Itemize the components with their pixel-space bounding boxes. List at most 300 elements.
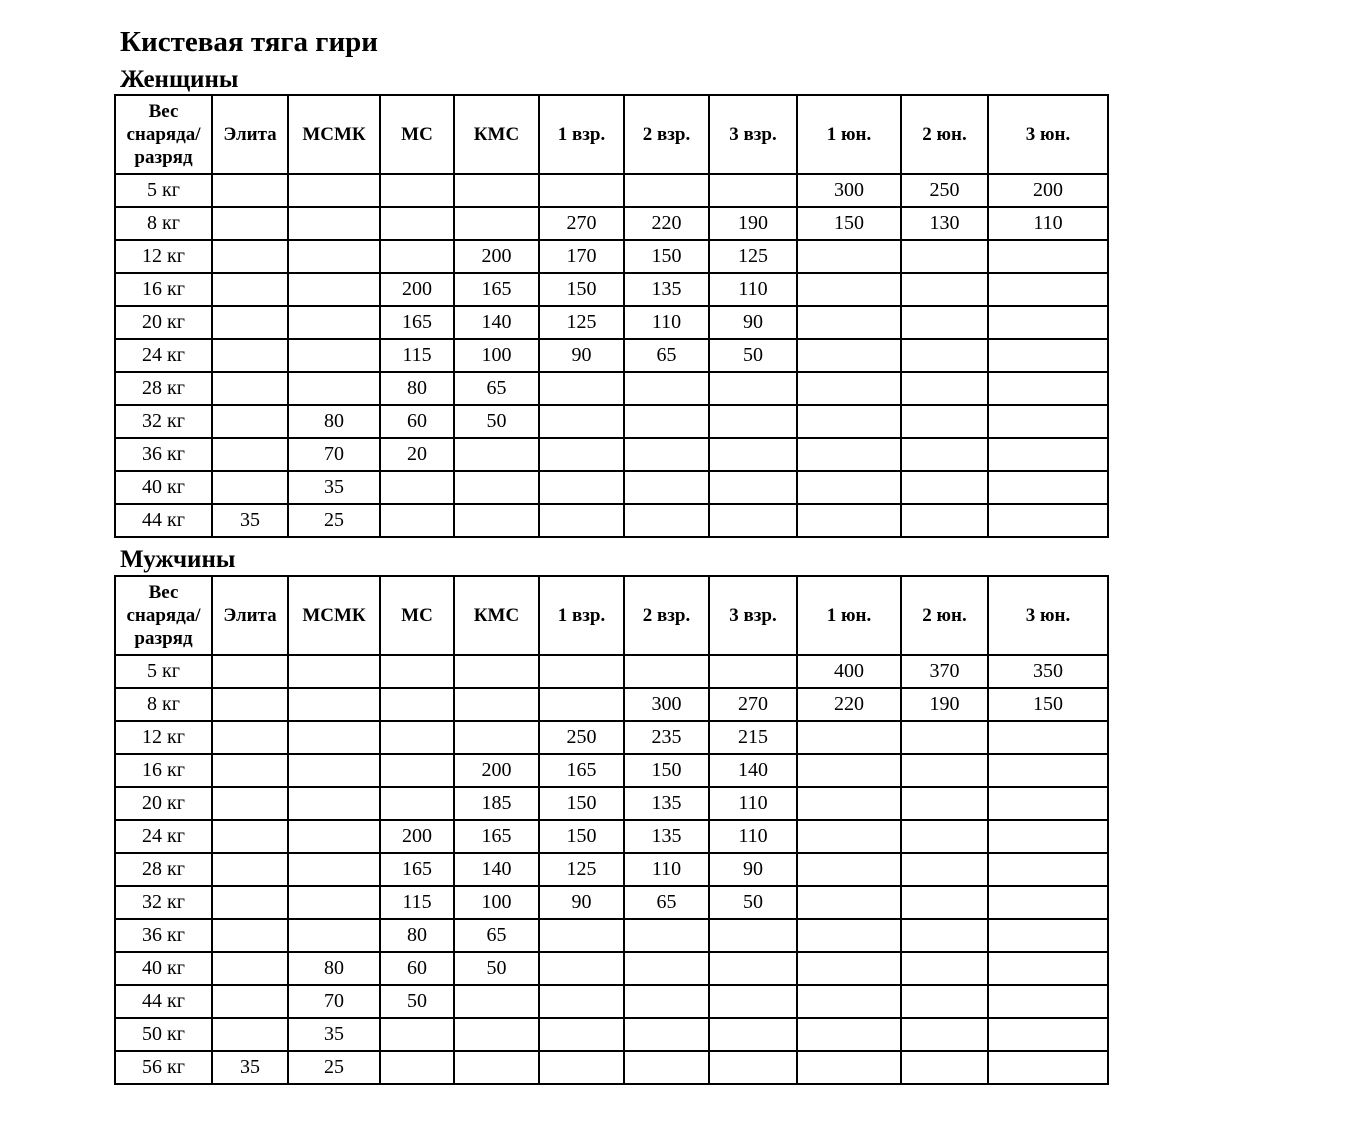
norm-cell — [988, 471, 1108, 504]
norm-cell — [797, 985, 901, 1018]
norm-cell: 90 — [709, 853, 797, 886]
column-header: 1 взр. — [539, 95, 624, 174]
norm-cell — [454, 985, 539, 1018]
table-row — [115, 985, 1108, 1018]
norm-cell — [380, 207, 454, 240]
norm-cell — [901, 438, 988, 471]
norm-cell: 65 — [624, 339, 709, 372]
table-row — [115, 240, 1108, 273]
norm-cell — [797, 405, 901, 438]
norm-cell: 150 — [539, 820, 624, 853]
table-row — [115, 471, 1108, 504]
norm-cell: 65 — [454, 372, 539, 405]
norm-cell: 150 — [539, 787, 624, 820]
table-row — [115, 372, 1108, 405]
norm-cell: 80 — [288, 405, 380, 438]
norm-cell — [988, 985, 1108, 1018]
norm-cell — [901, 240, 988, 273]
norm-cell: 150 — [539, 273, 624, 306]
norm-cell — [901, 721, 988, 754]
norm-cell — [797, 504, 901, 537]
table-row — [115, 438, 1108, 471]
norm-cell — [212, 985, 288, 1018]
norm-cell — [988, 721, 1108, 754]
norm-cell: 35 — [288, 471, 380, 504]
norm-cell: 250 — [539, 721, 624, 754]
norm-cell — [212, 438, 288, 471]
table-header — [115, 576, 1108, 655]
norm-cell: 80 — [380, 372, 454, 405]
norm-cell — [454, 1051, 539, 1084]
norm-cell — [539, 438, 624, 471]
norm-cell: 220 — [797, 688, 901, 721]
norm-cell — [454, 655, 539, 688]
norm-cell — [797, 372, 901, 405]
norm-cell: 60 — [380, 952, 454, 985]
norm-cell: 300 — [624, 688, 709, 721]
norm-cell — [901, 471, 988, 504]
norm-cell — [797, 339, 901, 372]
norm-cell — [797, 820, 901, 853]
norm-cell — [709, 952, 797, 985]
norm-cell — [212, 820, 288, 853]
norm-cell: 250 — [901, 174, 988, 207]
column-header-weight-rank: Вес снаряда/ разряд — [115, 95, 212, 174]
norm-cell — [709, 504, 797, 537]
norm-cell — [380, 504, 454, 537]
norm-cell — [212, 886, 288, 919]
norm-cell — [901, 853, 988, 886]
norm-cell — [709, 985, 797, 1018]
norm-cell — [380, 174, 454, 207]
norm-cell — [797, 952, 901, 985]
table-row — [115, 174, 1108, 207]
norm-cell: 235 — [624, 721, 709, 754]
norm-cell: 50 — [454, 405, 539, 438]
norm-cell — [797, 754, 901, 787]
norm-cell — [288, 820, 380, 853]
table-row — [115, 787, 1108, 820]
weight-cell: 40 кг — [115, 471, 212, 504]
norm-cell — [901, 273, 988, 306]
norm-cell — [709, 174, 797, 207]
norm-cell — [797, 471, 901, 504]
norm-cell — [288, 688, 380, 721]
norm-cell — [988, 853, 1108, 886]
norm-cell: 50 — [709, 886, 797, 919]
norm-cell: 135 — [624, 273, 709, 306]
norm-cell — [380, 754, 454, 787]
norm-cell: 140 — [709, 754, 797, 787]
norm-cell — [288, 207, 380, 240]
weight-cell: 20 кг — [115, 306, 212, 339]
norm-cell — [380, 471, 454, 504]
norm-cell: 150 — [624, 754, 709, 787]
norm-cell — [709, 919, 797, 952]
norm-cell: 60 — [380, 405, 454, 438]
norm-cell — [212, 372, 288, 405]
table-row — [115, 721, 1108, 754]
norm-cell — [624, 504, 709, 537]
norm-cell — [212, 405, 288, 438]
norm-cell: 370 — [901, 655, 988, 688]
norm-cell: 400 — [797, 655, 901, 688]
norm-cell — [988, 240, 1108, 273]
norm-cell — [288, 655, 380, 688]
norm-cell: 300 — [797, 174, 901, 207]
norm-cell: 110 — [709, 820, 797, 853]
norm-cell: 130 — [901, 207, 988, 240]
column-header: 2 взр. — [624, 576, 709, 655]
column-header: 1 юн. — [797, 576, 901, 655]
norm-cell — [212, 240, 288, 273]
column-header: МС — [380, 95, 454, 174]
weight-cell: 50 кг — [115, 1018, 212, 1051]
norm-cell: 150 — [624, 240, 709, 273]
norm-cell: 65 — [624, 886, 709, 919]
norm-cell — [539, 952, 624, 985]
table-row — [115, 1018, 1108, 1051]
norm-cell: 110 — [624, 853, 709, 886]
table-row — [115, 1051, 1108, 1084]
column-header-weight-rank: Вес снаряда/ разряд — [115, 576, 212, 655]
table-row — [115, 306, 1108, 339]
norm-cell — [539, 372, 624, 405]
norm-cell — [988, 886, 1108, 919]
norm-cell: 200 — [454, 240, 539, 273]
norm-cell — [288, 853, 380, 886]
norm-cell — [212, 174, 288, 207]
weight-cell: 28 кг — [115, 372, 212, 405]
weight-cell: 12 кг — [115, 721, 212, 754]
norm-cell — [988, 754, 1108, 787]
document-title: Кистевая тяга гири — [120, 26, 379, 58]
table-row — [115, 655, 1108, 688]
norm-cell: 140 — [454, 306, 539, 339]
norm-cell: 140 — [454, 853, 539, 886]
norm-cell — [539, 688, 624, 721]
table-row — [115, 754, 1108, 787]
norm-cell — [709, 372, 797, 405]
norm-cell: 110 — [988, 207, 1108, 240]
norm-cell: 135 — [624, 820, 709, 853]
column-header: Элита — [212, 576, 288, 655]
norm-cell — [988, 438, 1108, 471]
norm-cell — [797, 787, 901, 820]
norm-cell — [988, 820, 1108, 853]
norm-cell: 35 — [288, 1018, 380, 1051]
norm-cell — [709, 655, 797, 688]
norm-cell: 200 — [988, 174, 1108, 207]
norm-cell: 270 — [709, 688, 797, 721]
norm-cell: 200 — [454, 754, 539, 787]
weight-cell: 5 кг — [115, 174, 212, 207]
column-header: 2 юн. — [901, 95, 988, 174]
norm-cell — [539, 1018, 624, 1051]
norm-cell — [212, 688, 288, 721]
norm-cell — [212, 787, 288, 820]
norm-cell — [709, 1051, 797, 1084]
norm-cell: 190 — [901, 688, 988, 721]
norm-cell — [901, 372, 988, 405]
norm-cell — [454, 438, 539, 471]
norm-cell — [797, 721, 901, 754]
norm-cell: 65 — [454, 919, 539, 952]
norm-cell: 90 — [539, 339, 624, 372]
norm-cell — [288, 886, 380, 919]
norm-cell — [288, 306, 380, 339]
norm-cell: 80 — [288, 952, 380, 985]
norm-cell — [988, 1018, 1108, 1051]
norm-cell: 35 — [212, 504, 288, 537]
column-header: 2 юн. — [901, 576, 988, 655]
weight-cell: 20 кг — [115, 787, 212, 820]
norm-cell — [212, 655, 288, 688]
norm-cell — [380, 1051, 454, 1084]
norm-cell — [212, 273, 288, 306]
norm-cell — [624, 655, 709, 688]
norm-cell: 220 — [624, 207, 709, 240]
men-section-title: Мужчины — [120, 546, 236, 573]
norm-cell — [901, 754, 988, 787]
norm-cell: 350 — [988, 655, 1108, 688]
norm-cell — [988, 1051, 1108, 1084]
weight-cell: 36 кг — [115, 919, 212, 952]
norm-cell — [454, 174, 539, 207]
norm-cell — [988, 273, 1108, 306]
norm-cell — [380, 1018, 454, 1051]
norm-cell — [539, 405, 624, 438]
weight-cell: 8 кг — [115, 688, 212, 721]
norm-cell — [212, 919, 288, 952]
norm-cell: 90 — [539, 886, 624, 919]
norm-cell — [212, 306, 288, 339]
norm-cell — [539, 1051, 624, 1084]
column-header: 3 взр. — [709, 576, 797, 655]
norm-cell — [380, 655, 454, 688]
table-row — [115, 339, 1108, 372]
norm-cell: 125 — [539, 306, 624, 339]
norm-cell — [797, 919, 901, 952]
norm-cell — [988, 952, 1108, 985]
men-norms-table — [114, 575, 1109, 1085]
norm-cell: 150 — [988, 688, 1108, 721]
norm-cell: 25 — [288, 504, 380, 537]
norm-cell — [901, 820, 988, 853]
norm-cell: 165 — [539, 754, 624, 787]
table-row — [115, 273, 1108, 306]
norm-cell: 125 — [709, 240, 797, 273]
norm-cell: 115 — [380, 886, 454, 919]
table-row — [115, 952, 1108, 985]
norm-cell — [454, 504, 539, 537]
norm-cell: 215 — [709, 721, 797, 754]
table-header — [115, 95, 1108, 174]
table-row — [115, 853, 1108, 886]
norm-cell — [288, 240, 380, 273]
norm-cell: 110 — [709, 787, 797, 820]
weight-cell: 32 кг — [115, 886, 212, 919]
norm-cell — [709, 405, 797, 438]
column-header: 3 взр. — [709, 95, 797, 174]
norm-cell: 100 — [454, 886, 539, 919]
norm-cell — [988, 306, 1108, 339]
weight-cell: 16 кг — [115, 754, 212, 787]
norm-cell — [901, 886, 988, 919]
norm-cell — [797, 853, 901, 886]
column-header: МСМК — [288, 95, 380, 174]
norm-cell — [901, 504, 988, 537]
norm-cell: 50 — [454, 952, 539, 985]
weight-cell: 28 кг — [115, 853, 212, 886]
norm-cell — [901, 787, 988, 820]
norm-cell — [624, 1051, 709, 1084]
norm-cell: 165 — [454, 273, 539, 306]
norm-cell — [624, 919, 709, 952]
norm-cell — [988, 372, 1108, 405]
norm-cell — [624, 952, 709, 985]
norm-cell — [624, 985, 709, 1018]
norm-cell: 80 — [380, 919, 454, 952]
norm-cell: 185 — [454, 787, 539, 820]
norm-cell: 200 — [380, 273, 454, 306]
column-header: МСМК — [288, 576, 380, 655]
column-header: 1 юн. — [797, 95, 901, 174]
norm-cell — [624, 471, 709, 504]
norm-cell — [288, 372, 380, 405]
norm-cell — [539, 655, 624, 688]
weight-cell: 44 кг — [115, 504, 212, 537]
norm-cell: 115 — [380, 339, 454, 372]
norm-cell — [988, 405, 1108, 438]
norm-cell — [212, 721, 288, 754]
norm-cell: 270 — [539, 207, 624, 240]
norm-cell — [624, 372, 709, 405]
table-body — [115, 174, 1108, 537]
norm-cell: 135 — [624, 787, 709, 820]
norm-cell — [380, 787, 454, 820]
table-row — [115, 405, 1108, 438]
norm-cell — [901, 339, 988, 372]
norm-cell — [539, 985, 624, 1018]
table-row — [115, 886, 1108, 919]
norm-cell — [797, 1018, 901, 1051]
norm-cell — [901, 405, 988, 438]
table-row — [115, 820, 1108, 853]
norm-cell — [988, 787, 1108, 820]
norm-cell — [624, 174, 709, 207]
norm-cell — [212, 952, 288, 985]
norm-cell — [380, 240, 454, 273]
norm-cell — [624, 438, 709, 471]
norm-cell: 50 — [709, 339, 797, 372]
norm-cell: 90 — [709, 306, 797, 339]
norm-cell — [454, 207, 539, 240]
women-norms-table — [114, 94, 1109, 538]
norm-cell — [212, 754, 288, 787]
norm-cell: 125 — [539, 853, 624, 886]
norm-cell — [624, 1018, 709, 1051]
norm-cell — [380, 688, 454, 721]
table-row — [115, 504, 1108, 537]
norm-cell: 100 — [454, 339, 539, 372]
norm-cell — [539, 504, 624, 537]
table-row — [115, 919, 1108, 952]
norm-cell — [454, 688, 539, 721]
norm-cell: 70 — [288, 985, 380, 1018]
norm-cell — [797, 240, 901, 273]
column-header: МС — [380, 576, 454, 655]
weight-cell: 44 кг — [115, 985, 212, 1018]
women-section-title: Женщины — [120, 66, 239, 93]
column-header: КМС — [454, 576, 539, 655]
norm-cell — [288, 919, 380, 952]
norm-cell: 35 — [212, 1051, 288, 1084]
table-body — [115, 655, 1108, 1084]
norm-cell — [797, 886, 901, 919]
norm-cell — [539, 919, 624, 952]
norm-cell — [709, 438, 797, 471]
norm-cell — [288, 787, 380, 820]
norm-cell — [709, 1018, 797, 1051]
norm-cell — [988, 504, 1108, 537]
norm-cell — [901, 985, 988, 1018]
table-row — [115, 688, 1108, 721]
weight-cell: 24 кг — [115, 339, 212, 372]
weight-cell: 24 кг — [115, 820, 212, 853]
column-header: 3 юн. — [988, 95, 1108, 174]
norm-cell: 200 — [380, 820, 454, 853]
norm-cell: 70 — [288, 438, 380, 471]
weight-cell: 56 кг — [115, 1051, 212, 1084]
weight-cell: 40 кг — [115, 952, 212, 985]
norm-cell: 165 — [380, 306, 454, 339]
norm-cell: 150 — [797, 207, 901, 240]
norm-cell — [797, 273, 901, 306]
norm-cell: 165 — [380, 853, 454, 886]
norm-cell — [288, 754, 380, 787]
norm-cell: 165 — [454, 820, 539, 853]
norm-cell — [212, 207, 288, 240]
norm-cell — [797, 1051, 901, 1084]
norm-cell — [988, 919, 1108, 952]
norm-cell — [454, 471, 539, 504]
norm-cell: 110 — [709, 273, 797, 306]
column-header: Элита — [212, 95, 288, 174]
weight-cell: 5 кг — [115, 655, 212, 688]
norm-cell: 25 — [288, 1051, 380, 1084]
weight-cell: 16 кг — [115, 273, 212, 306]
weight-cell: 12 кг — [115, 240, 212, 273]
norm-cell — [288, 174, 380, 207]
norm-cell — [539, 471, 624, 504]
column-header: 1 взр. — [539, 576, 624, 655]
norm-cell — [212, 853, 288, 886]
norm-cell — [454, 1018, 539, 1051]
norm-cell — [288, 339, 380, 372]
weight-cell: 36 кг — [115, 438, 212, 471]
norm-cell: 20 — [380, 438, 454, 471]
norm-cell — [454, 721, 539, 754]
norm-cell: 110 — [624, 306, 709, 339]
norm-cell — [901, 952, 988, 985]
norm-cell — [797, 306, 901, 339]
norm-cell — [380, 721, 454, 754]
weight-cell: 8 кг — [115, 207, 212, 240]
norm-cell — [624, 405, 709, 438]
header-row — [115, 576, 1108, 655]
column-header: 2 взр. — [624, 95, 709, 174]
